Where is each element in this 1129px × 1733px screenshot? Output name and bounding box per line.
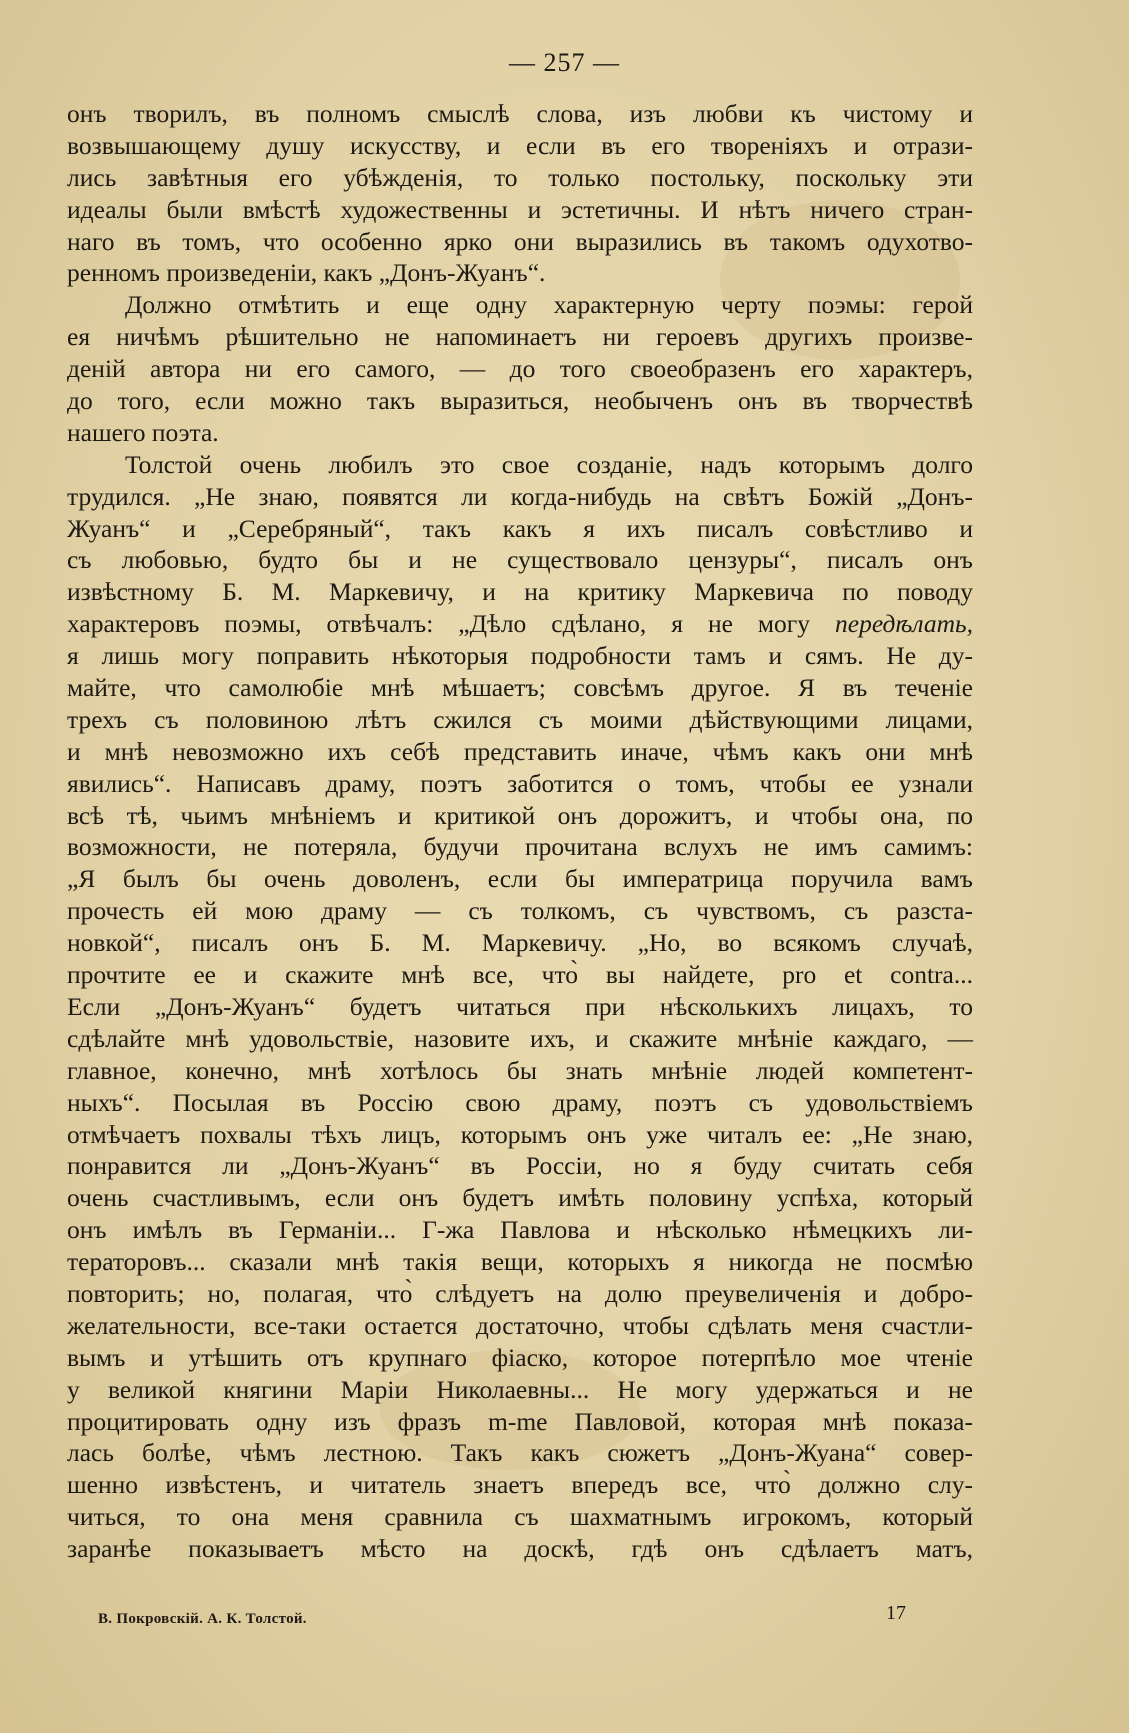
body-text bbox=[67, 98, 973, 1565]
text-line: трехъ съ половиною лѣтъ сжился съ моими дѣйствующими лицами, bbox=[67, 704, 973, 734]
text-line: Толстой очень любилъ это свое созданіе, надъ которымъ долго bbox=[125, 449, 973, 479]
text-line: понравится ли „Донъ-Жуанъ“ въ Россіи, но я буду считать себя bbox=[67, 1151, 973, 1181]
text-line: съ любовью, будто бы и не существовало цензуры“, писалъ онъ bbox=[67, 545, 973, 575]
footer-signature: В. Покровскій. А. К. Толстой. bbox=[98, 1611, 307, 1627]
italic-word: передѣлать, bbox=[835, 609, 973, 639]
text-line: отмѣчаетъ похвалы тѣхъ лицъ, которымъ онъ уже читалъ ее: „Не знаю, bbox=[67, 1119, 973, 1149]
text-line: ныхъ“. Посылая въ Россію свою драму, поэтъ съ удовольствіемъ bbox=[67, 1087, 973, 1117]
text-line: ренномъ произведеніи, какъ „Донъ-Жуанъ“. bbox=[67, 258, 546, 288]
text-line: майте, что самолюбіе мнѣ мѣшаетъ; совсѣмъ другое. Я въ теченіе bbox=[67, 673, 973, 703]
text-line: наго въ томъ, что особенно ярко они выразились въ такомъ одухотво- bbox=[67, 226, 973, 256]
text-line: трудился. „Не знаю, появятся ли когда-нибудь на свѣтъ Божій „Донъ- bbox=[67, 481, 973, 511]
text-line: желательности, все-таки остается достаточно, чтобы сдѣлать меня счастли- bbox=[67, 1310, 973, 1340]
text-line: новкой“, писалъ онъ Б. М. Маркевичу. „Но, во всякомъ случаѣ, bbox=[67, 928, 973, 958]
text-line: нашего поэта. bbox=[67, 417, 219, 447]
sheet-number: 17 bbox=[886, 1602, 906, 1624]
page-number: — 257 — bbox=[509, 48, 620, 77]
text-line: шенно извѣстенъ, и читатель знаетъ впередъ все, что̀ должно слу- bbox=[67, 1470, 973, 1500]
text-line: повторить; но, полагая, что̀ слѣдуетъ на долю преувеличенія и добро- bbox=[67, 1278, 973, 1308]
text-line: Если „Донъ-Жуанъ“ будетъ читаться при нѣсколькихъ лицахъ, то bbox=[67, 991, 973, 1021]
text-line: всѣ тѣ, чьимъ мнѣніемъ и критикой онъ дорожитъ, и чтобы она, по bbox=[67, 800, 973, 830]
text-line: возможности, не потеряла, будучи прочитана вслухъ не имъ самимъ: bbox=[67, 832, 973, 862]
text-line: лась болѣе, чѣмъ лестною. Такъ какъ сюжетъ „Донъ-Жуана“ совер- bbox=[67, 1438, 973, 1468]
text-line: Жуанъ“ и „Серебряный“, такъ какъ я ихъ писалъ совѣстливо и bbox=[67, 513, 973, 543]
text-line: сдѣлайте мнѣ удовольствіе, назовите ихъ, и скажите мнѣніе каждаго, — bbox=[67, 1023, 973, 1053]
text-line: ея ничѣмъ рѣшительно не напоминаетъ ни героевъ другихъ произве- bbox=[67, 322, 973, 352]
text-line: лись завѣтныя его убѣжденія, то только постольку, поскольку эти bbox=[67, 162, 973, 192]
text-line: очень счастливымъ, если онъ будетъ имѣть половину успѣха, который bbox=[67, 1183, 973, 1213]
text-line: вымъ и утѣшить отъ крупнаго фіаско, которое потерпѣло мое чтеніе bbox=[67, 1342, 973, 1372]
text-line: у великой княгини Маріи Николаевны... Не могу удержаться и не bbox=[67, 1374, 973, 1404]
text-line: возвышающему душу искусству, и если въ его твореніяхъ и отрази- bbox=[67, 130, 973, 160]
text-line: прочесть ей мою драму — съ толкомъ, съ чувствомъ, съ разста- bbox=[67, 896, 973, 926]
text-line: процитировать одну изъ фразъ m-me Павловой, которая мнѣ показа- bbox=[67, 1406, 973, 1436]
text-line: извѣстному Б. М. Маркевичу, и на критику Маркевича по поводу bbox=[67, 577, 973, 607]
text-line: „Я былъ бы очень доволенъ, если бы императрица поручила вамъ bbox=[67, 864, 973, 894]
text-line: деній автора ни его самого, — до того своеобразенъ его характеръ, bbox=[67, 354, 973, 384]
text-line: тераторовъ... сказали мнѣ такія вещи, которыхъ я никогда не посмѣю bbox=[67, 1247, 973, 1277]
text-line-start: характеровъ поэмы, отвѣчалъ: „Дѣло сдѣлано, я не могу bbox=[67, 609, 836, 639]
text-line: заранѣе показываетъ мѣсто на доскѣ, гдѣ онъ сдѣлаетъ матъ, bbox=[67, 1534, 973, 1564]
text-line: до того, если можно такъ выразиться, необыченъ онъ въ творчествѣ bbox=[67, 386, 973, 416]
text-line: идеалы были вмѣстѣ художественны и эстетичны. И нѣтъ ничего стран- bbox=[67, 194, 973, 224]
text-line: онъ творилъ, въ полномъ смыслѣ слова, изъ любви къ чистому и bbox=[67, 99, 973, 128]
text-line: онъ имѣлъ въ Германіи... Г-жа Павлова и нѣсколько нѣмецкихъ ли- bbox=[67, 1215, 973, 1245]
text-line: читься, то она меня сравнила съ шахматнымъ игрокомъ, который bbox=[67, 1502, 973, 1532]
text-line bbox=[67, 608, 973, 640]
text-line: и мнѣ невозможно ихъ себѣ представить иначе, чѣмъ какъ они мнѣ bbox=[67, 736, 973, 766]
text-line: прочтите ее и скажите мнѣ все, что̀ вы найдете, pro et contra... bbox=[67, 960, 973, 990]
text-line: главное, конечно, мнѣ хотѣлось бы знать мнѣніе людей компетент- bbox=[67, 1055, 973, 1085]
text-line: Должно отмѣтить и еще одну характерную черту поэмы: герой bbox=[125, 290, 973, 320]
text-line: явились“. Написавъ драму, поэтъ заботится о томъ, чтобы ее узнали bbox=[67, 768, 973, 798]
text-line: я лишь могу поправить нѣкоторыя подробности тамъ и сямъ. Не ду- bbox=[67, 641, 973, 671]
